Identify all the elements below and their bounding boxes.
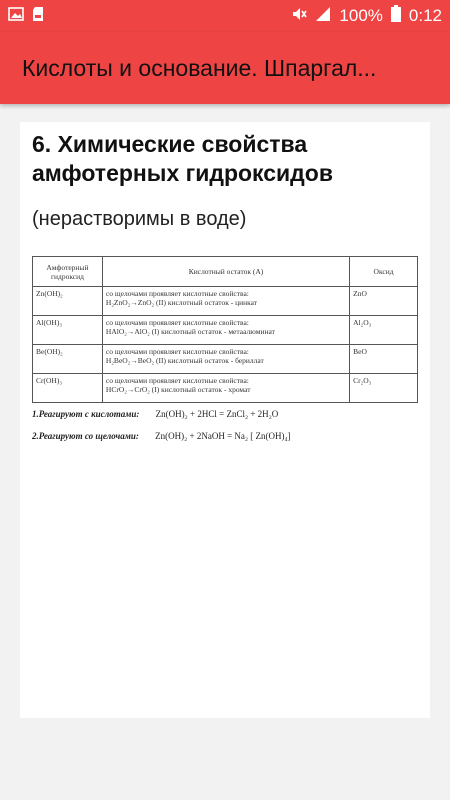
residue-line: HAlO₂→AlO₂ (I) кислотный остаток - метаалюминат bbox=[105, 327, 275, 336]
table-cell-hydroxide: Cr(OH)₃ bbox=[33, 374, 103, 403]
table-cell-oxide: BeO bbox=[350, 345, 418, 374]
table-cell-hydroxide: Al(OH)₃ bbox=[33, 316, 103, 345]
image-notification-icon bbox=[8, 7, 24, 26]
status-bar bbox=[0, 0, 450, 32]
reaction-label: 1.Реагируют с кислотами: bbox=[32, 409, 140, 419]
table-cell-residue bbox=[102, 316, 349, 345]
table-cell-oxide: Cr₂O₃ bbox=[350, 374, 418, 403]
table-cell-hydroxide: Be(OH)₂ bbox=[33, 345, 103, 374]
table-header-hydroxide: Амфотерный гидроксид bbox=[33, 257, 103, 287]
sd-card-icon bbox=[32, 6, 44, 27]
status-right-icons bbox=[291, 5, 442, 27]
section-heading: 6. Химические свойства амфотерных гидроксидов bbox=[32, 131, 333, 186]
battery-icon bbox=[391, 5, 401, 27]
table-cell-oxide: Al₂O₃ bbox=[350, 316, 418, 345]
table-row bbox=[33, 287, 418, 316]
app-title: Кислоты и основание. Шпаргал... bbox=[22, 54, 377, 81]
app-bar bbox=[0, 32, 450, 104]
battery-percent: 100% bbox=[339, 6, 383, 25]
reaction-equation: Zn(OH)₂ + 2NaOH = Na₂ [ Zn(OH)₄] bbox=[155, 431, 291, 441]
reaction-label: 2.Реагируют со щелочами: bbox=[32, 431, 139, 441]
table-cell-residue bbox=[102, 287, 349, 316]
reaction-acids bbox=[32, 409, 278, 419]
reaction-alkalis bbox=[32, 431, 291, 441]
reaction-equation: Zn(OH)₂ + 2HCl = ZnCl₂ + 2H₂O bbox=[155, 409, 279, 419]
bottom-background bbox=[0, 718, 450, 800]
section-subheading: (нерастворимы в воде) bbox=[32, 208, 247, 230]
table-row bbox=[33, 316, 418, 345]
table-cell-residue bbox=[102, 345, 349, 374]
residue-line: со щелочами проявляет кислотные свойства: bbox=[105, 376, 249, 385]
residue-line: со щелочами проявляет кислотные свойства: bbox=[105, 318, 249, 327]
content-card[interactable] bbox=[20, 122, 430, 718]
table-header-residue: Кислотный остаток (А) bbox=[102, 257, 349, 287]
table-cell-residue bbox=[102, 374, 349, 403]
table-row bbox=[33, 374, 418, 403]
table-cell-hydroxide: Zn(OH)₂ bbox=[33, 287, 103, 316]
residue-line: со щелочами проявляет кислотные свойства: bbox=[105, 347, 249, 356]
residue-line: H₂ZnO₂→ZnO₂ (II) кислотный остаток - цинкат bbox=[105, 298, 258, 307]
table-header-oxide: Оксид bbox=[350, 257, 418, 287]
residue-line: HCrO₂→CrO₂ (I) кислотный остаток - хромат bbox=[105, 385, 251, 394]
hydroxides-table bbox=[32, 256, 418, 403]
residue-line: со щелочами проявляет кислотные свойства: bbox=[105, 289, 249, 298]
table-header-row bbox=[33, 257, 418, 287]
table-cell-oxide: ZnO bbox=[350, 287, 418, 316]
signal-icon bbox=[315, 6, 331, 27]
residue-line: H₂BeO₂→BeO₂ (II) кислотный остаток - бериллат bbox=[105, 356, 264, 365]
clock: 0:12 bbox=[408, 6, 442, 25]
mute-icon bbox=[291, 6, 307, 27]
status-left-icons bbox=[8, 6, 44, 27]
table-row bbox=[33, 345, 418, 374]
